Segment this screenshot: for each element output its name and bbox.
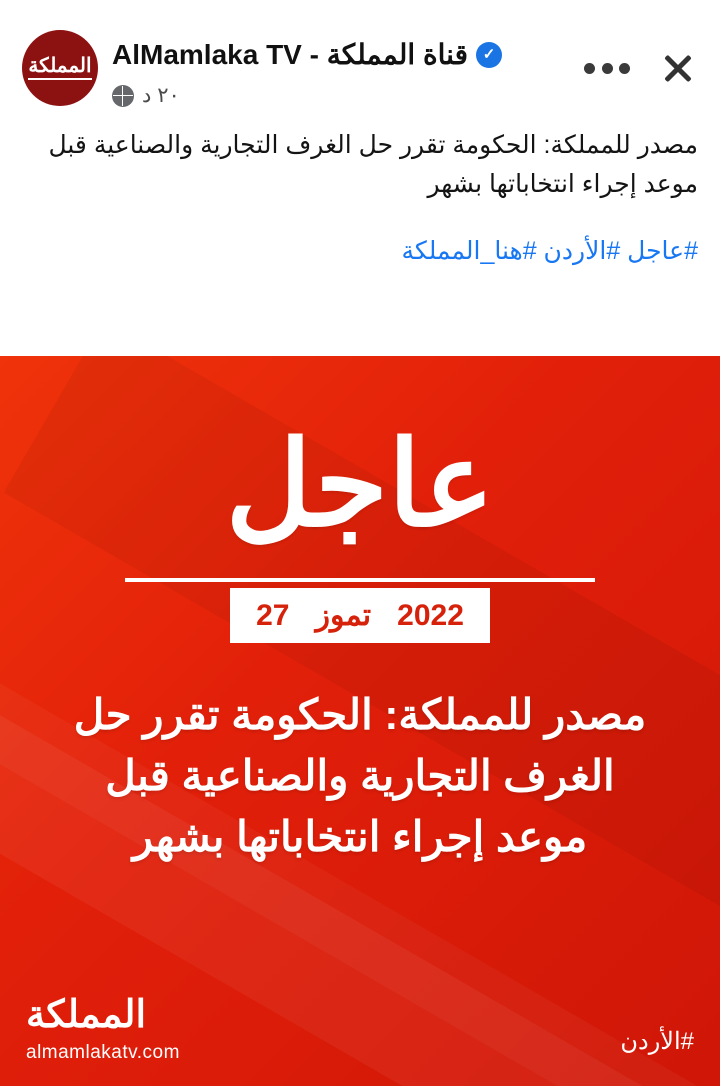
post-timestamp: ٢٠ د [142,84,180,107]
banner-brand [26,996,180,1064]
verified-badge-icon: ✓ [476,42,502,68]
post-header [0,0,720,110]
avatar-label: المملكة [28,56,91,80]
date-chip [230,588,490,643]
globe-icon [112,85,134,107]
avatar[interactable] [22,30,98,106]
date-day: 27 [256,598,290,632]
date-divider [125,578,595,582]
post-container [0,0,720,356]
brand-logo: المملكة [26,994,147,1036]
post-author [22,30,502,108]
page-name-line [112,38,502,71]
news-banner-image[interactable] [0,356,720,1086]
banner-hashtag: #الأردن [620,1028,694,1055]
banner-content [0,356,720,868]
page-name[interactable]: قناة المملكة - AlMamlaka TV [112,39,468,70]
urgent-label: عاجل [225,419,495,551]
close-icon[interactable] [658,48,698,88]
post-meta [112,83,180,108]
header-actions [584,30,698,88]
banner-footer [0,996,720,1064]
author-identity [112,30,502,108]
banner-date-row [125,570,595,643]
banner-headline: مصدر للمملكة: الحكومة تقرر حل الغرف التجارية والصناعية قبل موعد إجراء انتخاباتها بشهر [73,691,647,860]
date-year: 2022 [397,598,464,632]
date-month: تموز [315,599,372,632]
brand-url: almamlakatv.com [26,1042,180,1063]
post-hashtags[interactable]: #عاجل #الأردن #هنا_المملكة [401,236,698,265]
more-options-icon[interactable] [584,61,630,75]
post-body-text: مصدر للمملكة: الحكومة تقرر حل الغرف التجارية والصناعية قبل موعد إجراء انتخاباتها بشهر [48,131,698,198]
